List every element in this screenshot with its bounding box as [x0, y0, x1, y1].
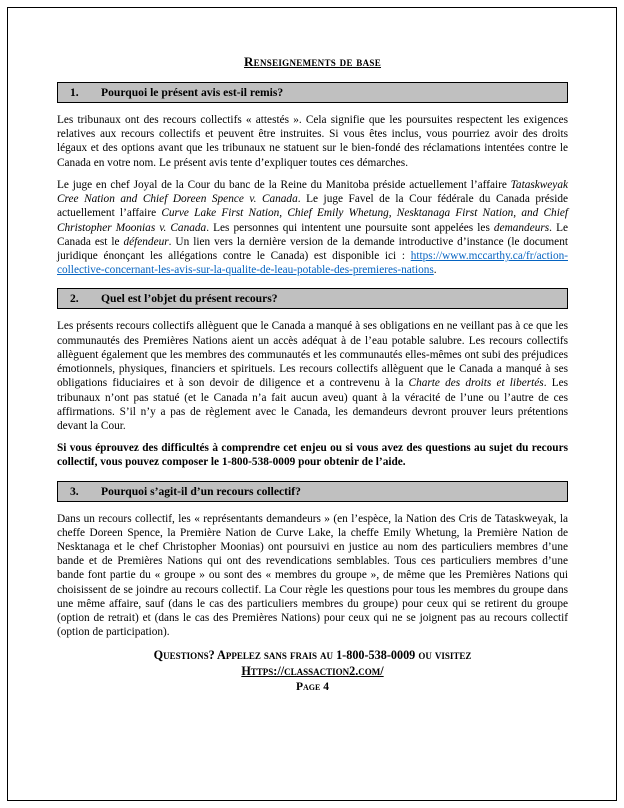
section-3-number: 3. — [70, 484, 79, 498]
section-3-header — [57, 481, 568, 502]
page-footer — [57, 648, 568, 696]
text-segment: . Les tribunaux n’ont pas statué (et le Canada n’a fait aucun aveu) quant à la véracité de l’une ou l’autre de ces affirmations. S’il n’y a pas de règlement avec le Canada, les demandeurs devront prouver leurs prétentions devant la Cour. — [57, 377, 569, 432]
section-2-header — [57, 288, 568, 309]
section-1-number: 1. — [70, 86, 79, 99]
section-1-paragraph-2 — [57, 178, 568, 278]
section-3-heading: Pourquoi s’agit-il d’un recours collectif? — [101, 484, 301, 498]
footer-website-link[interactable]: Https://classaction2.com/ — [241, 664, 384, 679]
text-segment: Les présents recours collectifs allèguent que le Canada a manqué à ses obligations en ne veillant pas à ce que les communautés des Premières Nations aient un accès adéquat à de l’eau potable salubre. Les recours collectifs allèguent également que les membres des communautés et les communautés elles-mêmes ont subi des préjudices émotionnels, physiques, financiers et spirituels. Les recours collectifs allèguent que le Canada a manqué à ses obligations fiduciaires et à son devoir de diligence et a contrevenu à la — [57, 320, 568, 390]
notice-page — [7, 7, 617, 801]
section-2 — [57, 288, 568, 469]
text-segment: Tataskweyak Cree Nation and Chief Doreen Spence v. Canada — [57, 178, 568, 206]
text-segment: . Les personnes qui intentent une poursuite sont appelées les — [206, 221, 494, 234]
section-2-paragraph-1 — [57, 319, 568, 433]
text-segment: . — [433, 264, 437, 277]
text-segment: Curve Lake First Nation, Chief Emily Whetung, Nesktanaga First Nation, and Chief Christopher Moonias v. Canada — [57, 207, 568, 234]
text-segment: défendeur — [123, 235, 169, 248]
inline-link[interactable]: https://www.mccarthy.ca/fr/action-collective-concernant-les-avis-sur-la-qualite-de-leau-potable-des-premieres-nations — [57, 249, 568, 277]
footer-website-row — [57, 662, 568, 680]
text-segment: . Un lien vers la dernière version de la demande introductive d’instance (le document juridique énonçant les allégations contre le Canada) est disponible ici : — [57, 235, 568, 262]
section-2-number: 2. — [70, 292, 79, 306]
text-segment: demandeurs — [493, 221, 550, 234]
text-segment: Dans un recours collectif, les « représentants demandeurs » (en l’espèce, la Nation des Cris de Tataskweyak, la cheffe Doreen Spence, la Première Nation de Curve Lake, la cheffe Emily Whetung, la Première Nation de Nesktanaga et le chef Christopher Moonias) ont poursuivi en justice au nom des particuliers membres d’une bande et de Premières Nations qui ont des revendications semblables. Tous ces particuliers membres d’une bande font partie du « groupe » ou sont des « membres du groupe », de même que les Premières Nations qui choisissent de se joindre au recours collectif. La Cour règle les questions pour tous les membres du groupe dans une même affaire, sauf (dans le cas des particuliers membres du groupe) pour ceux qui se retirent du groupe (option de retrait) et (dans le cas des Premières Nations) pour ceux qui ne se joignent pas au recours collectif (option de participation). — [57, 512, 568, 639]
text-segment: Les tribunaux ont des recours collectifs « attestés ». Cela signifie que les poursuites respectent les exigences relatives aux recours collectifs et peuvent être instruites. Si vous êtes inclus, vous pourriez avoir des droits légaux et des options avant que les tribunaux ne statuent sur le bien-fondé des réclamations intentées contre le Canada en votre nom. Le présent avis tente d’expliquer toutes ces démarches. — [57, 114, 568, 169]
section-1-header — [57, 82, 568, 103]
page-title: Renseignements de base — [243, 54, 382, 69]
text-segment: Si vous éprouvez des difficultés à comprendre cet enjeu ou si vous avez des questions au sujet du recours collectif, vous pouvez composer le 1-800-538-0009 pour obtenir de l’aide. — [57, 442, 568, 469]
section-3-paragraph-1 — [57, 512, 568, 640]
section-1-paragraph-1 — [57, 113, 568, 170]
section-3 — [57, 481, 568, 640]
text-segment: . Le Canada est le — [57, 221, 568, 248]
section-1-heading: Pourquoi le présent avis est-il remis? — [101, 86, 284, 99]
section-1 — [57, 82, 568, 277]
text-segment: Charte des droits et libertés — [408, 377, 544, 390]
page-number: Page 4 — [296, 681, 329, 694]
section-2-heading: Quel est l’objet du présent recours? — [101, 292, 278, 306]
text-segment: . Le juge Favel de la Cour fédérale du Canada préside actuellement l’affaire — [57, 193, 568, 220]
section-2-paragraph-2 — [57, 441, 568, 469]
footer-hotline-text: Questions? Appelez sans frais au 1-800-538-0009 ou visitez — [153, 647, 472, 662]
text-segment: Le juge en chef Joyal de la Cour du banc de la Reine du Manitoba préside actuellement l’affaire — [57, 178, 511, 191]
